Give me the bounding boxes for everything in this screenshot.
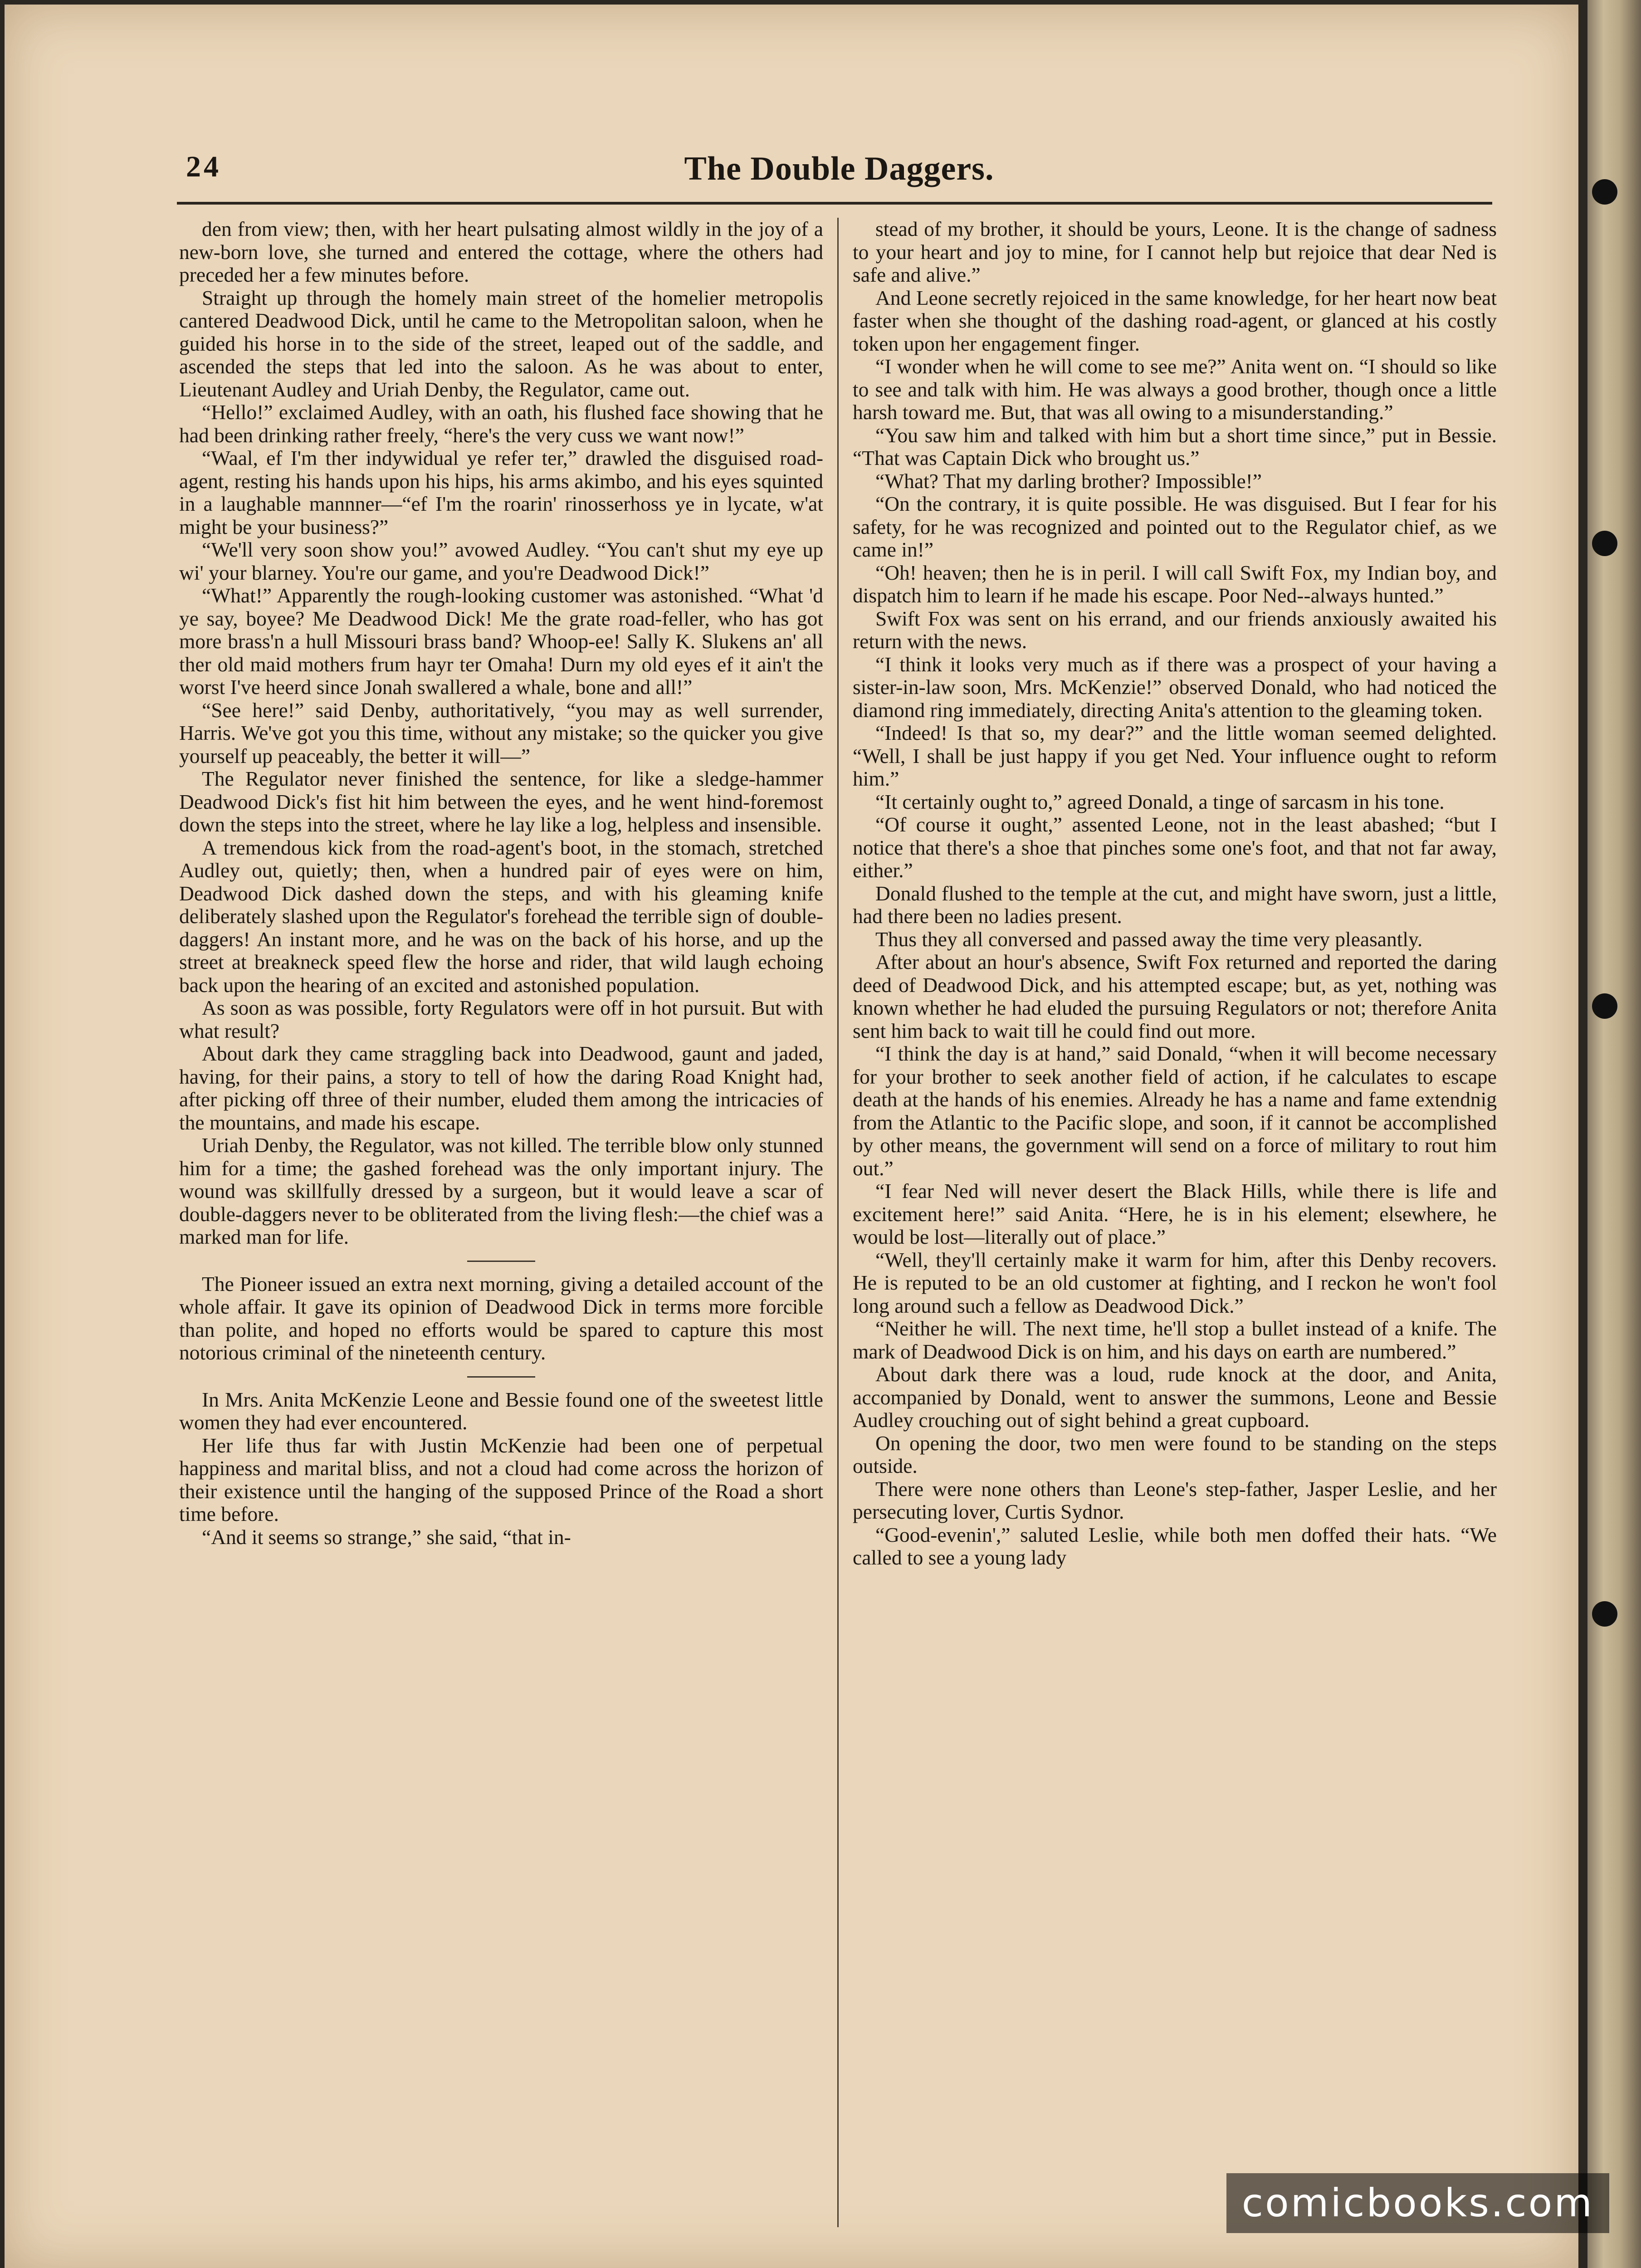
paragraph: “See here!” said Denby, authoritatively, “you may as well surrender, Harris. We've got you this time, without any mistake; so the quicker you give yourself up peaceably, the better it will—” <box>179 698 823 767</box>
right-column-body <box>853 218 1497 1569</box>
page-header <box>186 150 1492 204</box>
paragraph: stead of my brother, it should be yours, Leone. It is the change of sadness to your heart and joy to mine, for I cannot help but rejoice that dear Ned is safe and alive.” <box>853 217 1497 286</box>
paragraph: As soon as was possible, forty Regulators were off in hot pursuit. But with what result? <box>179 996 823 1042</box>
document-page <box>5 5 1578 2268</box>
paragraph: “Well, they'll certainly make it warm for him, after this Denby recovers. He is reputed to be an old customer at fighting, and I reckon he won't fool long around such a fellow as Deadwood Dick.” <box>853 1248 1497 1317</box>
paragraph: Thus they all conversed and passed away the time very pleasantly. <box>875 927 1423 951</box>
section-separator <box>467 1261 535 1262</box>
paragraph: A tremendous kick from the road-agent's boot, in the stomach, stretched Audley out, quietly; then, when a hundred pair of eyes were on him, Deadwood Dick dashed down the steps, and with his gleaming knife deliberately slashed upon the Regulator's forehead the terrible sign of double-daggers! An instant more, and he was on the back of his horse, and up the street at breakneck speed flew the horse and rider, that wild laugh echoing back upon the hearing of an excited and astonished population. <box>179 836 823 997</box>
paragraph: In Mrs. Anita McKenzie Leone and Bessie found one of the sweetest little women they had ever encountered. <box>179 1388 823 1434</box>
page-number: 24 <box>186 150 221 183</box>
left-column-block-1 <box>179 218 823 1249</box>
book-spine <box>1587 0 1641 2268</box>
header-rule <box>177 202 1492 205</box>
paragraph: “What? That my darling brother? Impossible!” <box>875 469 1262 493</box>
paragraph: Uriah Denby, the Regulator, was not killed. The terrible blow only stunned him for a time; the gashed forehead was the only important injury. The wound was skillfully dressed by a surgeon, but it would leave a scar of double-daggers never to be obliterated from the living flesh:—the chief was a marked man for life. <box>179 1134 823 1248</box>
paragraph: “Waal, ef I'm ther indywidual ye refer ter,” drawled the disguised road-agent, resting his hands upon his hips, his arms akimbo, and his eyes squinted in a laughable mannner—“ef I'm the roarin' rinosserhoss ye in lycate, w'at might be your business?” <box>179 446 823 538</box>
binding-hole <box>1592 993 1617 1019</box>
paragraph: “Of course it ought,” assented Leone, not in the least abashed; “but I notice that there's a shoe that pinches some one's foot, and that not far away, either.” <box>853 813 1497 882</box>
paragraph: “Indeed! Is that so, my dear?” and the little woman seemed delighted. “Well, I shall be just happy if you get Ned. Your influence ought to reform him.” <box>853 721 1497 790</box>
paragraph: About dark they came straggling back into Deadwood, gaunt and jaded, having, for their pains, a story to tell of how the daring Road Knight had, after picking off three of their number, eluded them among the intricacies of the mountains, and made his escape. <box>179 1042 823 1134</box>
section-separator <box>467 1376 535 1378</box>
paragraph: Donald flushed to the temple at the cut, and might have sworn, just a little, had there been no ladies present. <box>853 881 1497 928</box>
binding-hole <box>1592 531 1617 556</box>
paragraph: “I wonder when he will come to see me?” Anita went on. “I should so like to see and talk with him. He was always a good brother, though once a little harsh toward me. But, that was all owing to a misunderstanding.” <box>853 355 1497 424</box>
paragraph: “On the contrary, it is quite possible. He was disguised. But I fear for his safety, for he was recognized and pointed out to the Regulator chief, as we came in!” <box>853 492 1497 561</box>
paragraph: “Good-evenin',” saluted Leslie, while both men doffed their hats. “We called to see a young lady <box>853 1523 1497 1569</box>
paragraph: “Oh! heaven; then he is in peril. I will call Swift Fox, my Indian boy, and dispatch him to learn if he made his escape. Poor Ned--always hunted.” <box>853 561 1497 607</box>
paragraph: “I think the day is at hand,” said Donald, “when it will become necessary for your brother to seek another field of action, if he calculates to escape death at the hands of his enemies. Already he has a name and fame extendnig from the Atlantic to the Pacific slope, and soon, if it cannot be accomplished by other means, the government will send on a force of military to rout him out.” <box>853 1042 1497 1180</box>
left-column-block-3 <box>179 1388 823 1549</box>
paragraph: “Neither he will. The next time, he'll stop a bullet instead of a knife. The mark of Deadwood Dick is on him, and his days on earth are numbered.” <box>853 1317 1497 1363</box>
paragraph: “Hello!” exclaimed Audley, with an oath, his flushed face showing that he had been drinking rather freely, “here's the very cuss we want now!” <box>179 401 823 447</box>
column-divider <box>837 218 839 2227</box>
page-title: The Double Daggers. <box>684 150 994 187</box>
paragraph: The Pioneer issued an extra next morning, giving a detailed account of the whole affair. It gave its opinion of Deadwood Dick in terms more forcible than polite, and hoped no efforts would be spared to capture this most notorious criminal of the nineteenth century. <box>179 1272 823 1364</box>
watermark-text: comicbooks.com <box>1226 2173 1609 2233</box>
paragraph: “What!” Apparently the rough-looking customer was astonished. “What 'd ye say, boyee? Me Deadwood Dick! Me the grate road-feller, who has got more brass'n a hull Missouri brass band? Whoop-ee! Sally K. Slukens an' all ther old maid mothers frum hayr ter Omaha! Durn my old eyes ef it ain't the worst I've heerd since Jonah swallered a whale, bone and all!” <box>179 584 823 699</box>
paragraph: Straight up through the homely main street of the homelier metropolis cantered Deadwood Dick, until he came to the Metropolitan saloon, when he guided his horse in to the side of the street, leaped out of the saddle, and ascended the steps that led into the saloon. As he was about to enter, Lieutenant Audley and Uriah Denby, the Regulator, came out. <box>179 286 823 401</box>
binding-hole <box>1592 1601 1617 1627</box>
paragraph: “And it seems so strange,” she said, “that in- <box>202 1525 571 1549</box>
paragraph: “I think it looks very much as if there was a prospect of your having a sister-in-law soon, Mrs. McKenzie!” observed Donald, who had noticed the diamond ring immediately, directing Anita's attention to the gleaming token. <box>853 652 1497 722</box>
left-column-block-2 <box>179 1273 823 1364</box>
left-column <box>179 218 823 1549</box>
paragraph: And Leone secretly rejoiced in the same knowledge, for her heart now beat faster when she thought of the dashing road-agent, or glanced at his costly token upon her engagement finger. <box>853 286 1497 355</box>
paragraph: “I fear Ned will never desert the Black Hills, while there is life and excitement here!” said Anita. “Here, he is in his element; elsewhere, he would be lost—literally out of place.” <box>853 1179 1497 1248</box>
paragraph: The Regulator never finished the sentence, for like a sledge-hammer Deadwood Dick's fist hit him between the eyes, and he went hind-foremost down the steps into the street, where he lay like a log, helpless and insensible. <box>179 767 823 836</box>
paragraph: den from view; then, with her heart pulsating almost wildly in the joy of a new-born love, she turned and entered the cottage, where the others had preceded her a few minutes before. <box>179 217 823 286</box>
paragraph: “We'll very soon show you!” avowed Audley. “You can't shut my eye up wi' your blarney. You're our game, and you're Deadwood Dick!” <box>179 538 823 584</box>
paragraph: After about an hour's absence, Swift Fox returned and reported the daring deed of Deadwood Dick, and his attempted escape; but, as yet, nothing was known whether he had eluded the pursuing Regulators or not; therefore Anita sent him back to wait till he could find out more. <box>853 950 1497 1042</box>
paragraph: About dark there was a loud, rude knock at the door, and Anita, accompanied by Donald, went to answer the summons, Leone and Bessie Audley crouching out of sight behind a great cupboard. <box>853 1363 1497 1432</box>
paragraph: Her life thus far with Justin McKenzie had been one of perpetual happiness and marital bliss, and not a cloud had come across the horizon of their existence until the hanging of the supposed Prince of the Road a short time before. <box>179 1433 823 1525</box>
paragraph: Swift Fox was sent on his errand, and our friends anxiously awaited his return with the news. <box>853 606 1497 653</box>
paragraph: “It certainly ought to,” agreed Donald, a tinge of sarcasm in his tone. <box>875 790 1445 813</box>
paragraph: “You saw him and talked with him but a short time since,” put in Bessie. “That was Captain Dick who brought us.” <box>853 423 1497 469</box>
paragraph: There were none others than Leone's step-father, Jasper Leslie, and her persecuting lover, Curtis Sydnor. <box>853 1477 1497 1523</box>
binding-hole <box>1592 179 1617 205</box>
paragraph: On opening the door, two men were found to be standing on the steps outside. <box>853 1431 1497 1477</box>
right-column <box>853 218 1497 1569</box>
